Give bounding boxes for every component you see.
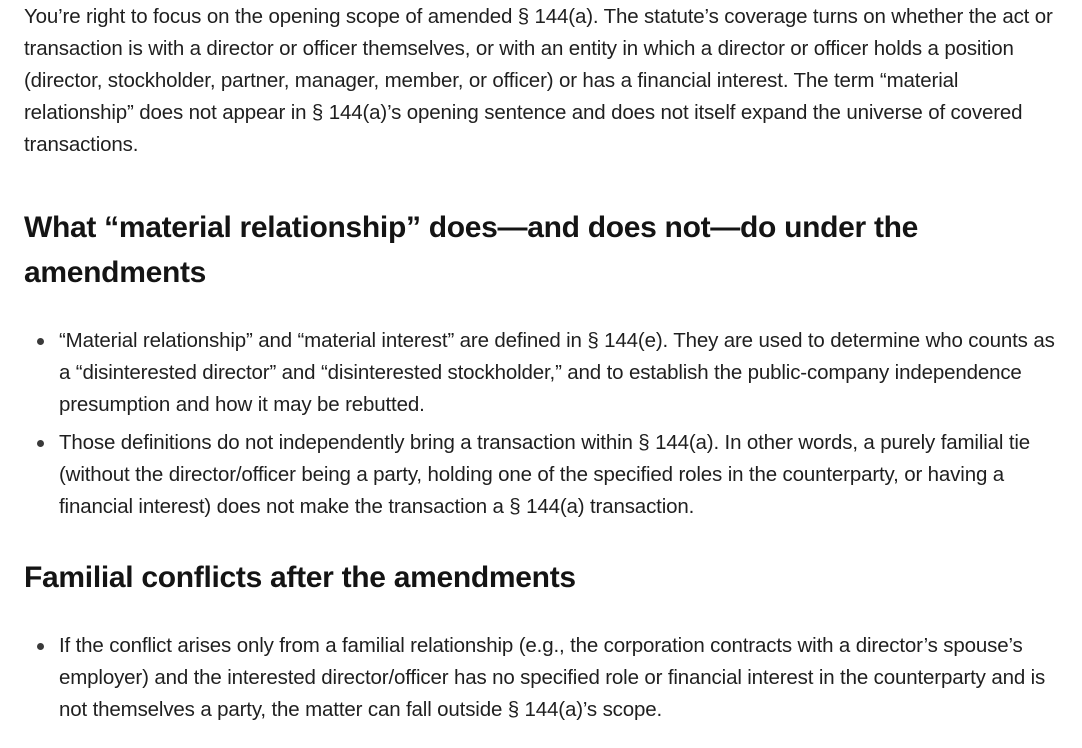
bullet-dot-icon xyxy=(37,440,44,447)
list-item-text: If the conflict arises only from a familial relationship (e.g., the corporation contracts with a director’s spouse’s employer) and the interested director/officer has no specified role or financial interest in the counterparty and is not themselves a party, the matter can fall outside § 144(a)’s scope. xyxy=(59,634,1046,721)
bullet-list-material-relationship xyxy=(24,325,1060,523)
bullet-dot-icon xyxy=(37,338,44,345)
list-item xyxy=(24,427,1060,523)
list-item xyxy=(24,630,1060,726)
list-item xyxy=(24,325,1060,421)
bullet-dot-icon xyxy=(37,643,44,650)
section-heading-material-relationship: What “material relationship” does—and does not—do under the amendments xyxy=(24,211,919,289)
list-item-text: Those definitions do not independently bring a transaction within § 144(a). In other words, a purely familial tie (without the director/officer being a party, holding one of the specified roles in the counterparty, or having a financial interest) does not make the transaction a § 144(a) transaction. xyxy=(59,431,1031,518)
intro-paragraph: You’re right to focus on the opening scope of amended § 144(a). The statute’s coverage turns on whether the act or transaction is with a director or officer themselves, or with an entity in which a director or officer holds a position (director, stockholder, partner, manager, member, or officer) or has a financial interest. The term “material relationship” does not appear in § 144(a)’s opening sentence and does not itself expand the universe of covered transactions. xyxy=(24,5,1053,156)
section-heading-familial-conflicts: Familial conflicts after the amendments xyxy=(24,561,576,594)
bullet-list-familial-conflicts xyxy=(24,630,1060,726)
list-item-text: “Material relationship” and “material interest” are defined in § 144(e). They are used to determine who counts as a “disinterested director” and “disinterested stockholder,” and to establish the public-company independence presumption and how it may be rebutted. xyxy=(59,329,1055,416)
